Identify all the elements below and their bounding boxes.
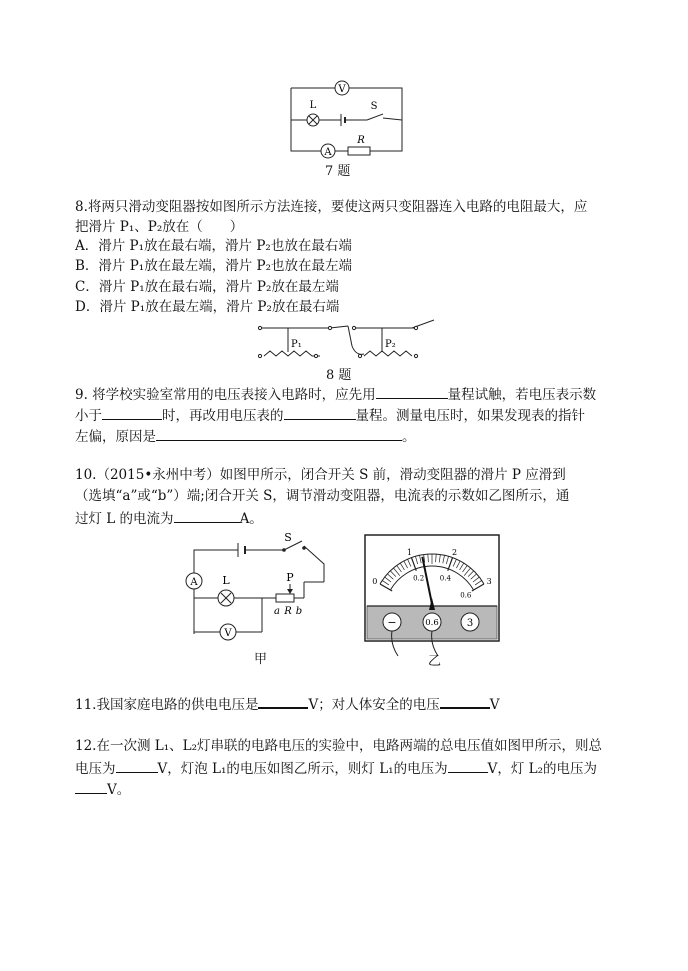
figure-10-right-caption: 乙 [428, 654, 442, 669]
voltmeter-symbol [335, 81, 349, 95]
figure-10-left-circuit [178, 528, 334, 648]
terminal-negative[interactable] [383, 613, 401, 631]
q10-text: A。 [239, 511, 263, 527]
q11-blank-2[interactable] [440, 692, 490, 709]
q9-text: 量程。测量电压时，如果发现表的指针 [355, 408, 585, 424]
ammeter-label: A [190, 577, 198, 588]
terminal-label: − [387, 616, 397, 629]
q9-text: 小于 [75, 408, 102, 424]
scale-label-bottom: 0.2 [413, 574, 425, 583]
figure-7-circuit [285, 78, 415, 160]
q9-text: 时，再改用电压表的 [162, 408, 284, 424]
q11-blank-1[interactable] [258, 692, 308, 709]
q9-text: 9. 将学校实验室常用的电压表接入电路时，应先用 [75, 387, 376, 403]
p2-label: P₂ [385, 339, 396, 350]
q10-line1: 10.（2015•永州中考）如图甲所示，闭合开关 S 前，滑动变阻器的滑片 P 应滑到 [75, 467, 566, 483]
q9-text: 左偏，原因是 [75, 429, 156, 445]
figure-7-caption: 7 题 [325, 164, 351, 179]
scale-label-top: 3 [486, 577, 492, 586]
voltmeter-label: V [224, 628, 232, 639]
q10-line2: （选填“a”或“b”）端;闭合开关 S，调节滑动变阻器，电流表的示数如乙图所示，通 [75, 488, 570, 504]
ammeter-dial [364, 534, 500, 662]
q9-text: 量程试触，若电压表示数 [447, 387, 597, 403]
ammeter-symbol [186, 573, 202, 589]
q12-text: 电压为 [75, 761, 116, 777]
switch-label: S [284, 531, 292, 544]
voltmeter-symbol [220, 624, 236, 640]
slider-label: P [286, 571, 294, 584]
q10-text: 过灯 L 的电流为 [75, 511, 174, 527]
figure-10-left [178, 528, 334, 648]
q12-text: V。 [107, 782, 131, 798]
figure-8-caption: 8 题 [326, 368, 352, 383]
terminal-3[interactable] [461, 613, 479, 631]
figure-10-left-caption: 甲 [254, 652, 268, 667]
ammeter-label: A [324, 147, 332, 158]
r-label: R [284, 606, 292, 617]
q12-blank-2[interactable] [448, 757, 488, 773]
voltmeter-label: V [338, 84, 346, 95]
figure-7 [285, 78, 415, 160]
q9-text: 。 [402, 429, 416, 445]
q12-line1: 12.在一次测 L₁、L₂灯串联的电路电压的实验中，电路两端的总电压值如图甲所示，则总 [75, 738, 603, 754]
scale-label-top: 2 [452, 547, 458, 557]
figure-8 [250, 316, 440, 362]
battery-symbol [238, 543, 245, 557]
q8-stem-line1: 8.将两只滑动变阻器按如图所示方法连接，要使这两只变阻器连入电路的电阻最大，应 [75, 199, 588, 215]
figure-10-right [364, 534, 500, 662]
q9-blank-1[interactable] [376, 383, 448, 399]
q12-blank-3[interactable] [75, 778, 107, 794]
battery-symbol [341, 114, 345, 126]
lamp-symbol [218, 574, 234, 606]
lamp-symbol [307, 100, 319, 126]
rheostat-symbol [274, 571, 302, 617]
ammeter-symbol [321, 144, 335, 158]
b-label: b [295, 606, 303, 617]
resistor-label: R [357, 135, 365, 146]
q12-text: V，灯 L₂的电压为 [487, 761, 598, 777]
switch-label: S [370, 101, 378, 112]
q9-blank-2[interactable] [102, 404, 162, 420]
q9-blank-4[interactable] [156, 425, 402, 441]
q11-text: V [489, 697, 500, 713]
q9-blank-3[interactable] [284, 404, 356, 420]
scale-label-bottom: 0.4 [439, 574, 451, 583]
terminal-label: 0.6 [425, 618, 439, 628]
p1-label: P₁ [291, 339, 302, 350]
q12-text: V，灯泡 L₁的电压如图乙所示，则灯 L₁的电压为 [157, 761, 448, 777]
resistor-symbol [348, 135, 370, 155]
q8-option-c: C．滑片 P₁放在最右端，滑片 P₂放在最左端 [75, 279, 339, 295]
lamp-label: L [222, 574, 230, 587]
q11-text: 11.我国家庭电路的供电电压是 [75, 697, 259, 713]
scale-label-bottom: 0.6 [460, 591, 472, 600]
scale-label-top: 0 [372, 577, 378, 586]
figure-8-rheostats [250, 316, 440, 362]
q8-option-d: D．滑片 P₁放在最左端，滑片 P₂放在最右端 [75, 299, 340, 315]
a-label: a [274, 606, 280, 617]
q10-blank[interactable] [174, 507, 240, 523]
q8-option-b: B．滑片 P₁放在最左端，滑片 P₂也放在最左端 [75, 258, 352, 274]
lamp-label: L [309, 100, 317, 111]
q8-stem-line2: 把滑片 P₁、P₂放在（ ） [75, 219, 244, 235]
q8-option-a: A．滑片 P₁放在最右端，滑片 P₂也放在最右端 [75, 238, 352, 254]
q11-text: V；对人体安全的电压 [308, 697, 440, 713]
terminal-0-6[interactable] [423, 613, 441, 631]
terminal-label: 3 [466, 618, 474, 629]
q12-blank-1[interactable] [116, 757, 158, 773]
scale-label-top: 1 [406, 547, 412, 557]
